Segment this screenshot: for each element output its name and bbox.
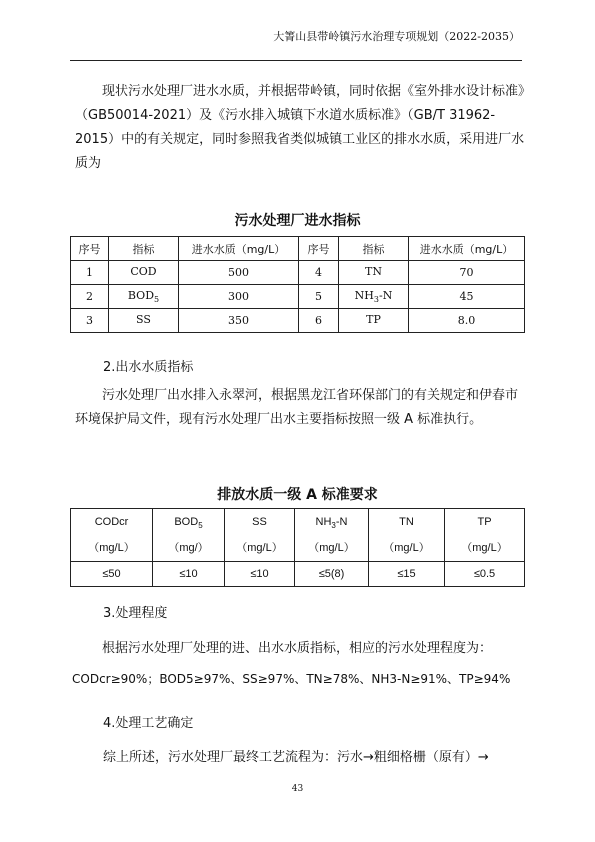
- header-cell: 进水水质（mg/L）: [179, 237, 299, 261]
- outflow-table-header-row: [71, 509, 525, 562]
- header-divider: [70, 60, 522, 61]
- indicator-cell: TP: [339, 309, 409, 333]
- header-cell: TP （mg/L）: [445, 509, 525, 562]
- value-cell: 70: [409, 261, 525, 285]
- limit-value: ≤15: [369, 562, 445, 587]
- section-3-line-2: CODcr≥90%；BOD5≥97%、SS≥97%、TN≥78%、NH3-N≥91%、TP≥94%: [72, 672, 511, 686]
- header-cell: 序号: [299, 237, 339, 261]
- inflow-table: [70, 236, 525, 333]
- running-header: 大箐山县带岭镇污水治理专项规划（2022-2035）: [273, 30, 520, 43]
- row-number: 6: [299, 309, 339, 333]
- header-cell: 指标: [339, 237, 409, 261]
- section-3-line-1: 根据污水处理厂处理的进、出水水质指标，相应的污水处理程度为：: [102, 641, 493, 656]
- value-cell: 350: [179, 309, 299, 333]
- outflow-table-caption: 排放水质一级 A 标准要求: [217, 487, 378, 503]
- section-2-paragraph: 污水处理厂出水排入永翠河，根据黑龙江省环保部门的有关规定和伊春市环境保护局文件，现有污水处理厂出水主要指标按照一级 A 标准执行。: [75, 388, 519, 427]
- inflow-table-caption: 污水处理厂进水指标: [234, 213, 361, 229]
- table-row: [71, 562, 525, 587]
- header-cell: SS （mg/L）: [225, 509, 295, 562]
- section-4-heading: 4.处理工艺确定: [103, 716, 194, 731]
- indicator-cell: $NH_3-N$: [339, 285, 409, 309]
- table-row: [71, 285, 525, 309]
- section-4-line-1: 综上所述，污水处理厂最终工艺流程为：污水→粗细格栅（原有）→: [103, 750, 489, 765]
- value-cell: 500: [179, 261, 299, 285]
- indicator-cell: COD: [109, 261, 179, 285]
- value-cell: 45: [409, 285, 525, 309]
- header-cell: $BOD_5$ （mg/）: [153, 509, 225, 562]
- header-cell: 进水水质（mg/L）: [409, 237, 525, 261]
- table-row: [71, 261, 525, 285]
- header-cell: CODcr （mg/L）: [71, 509, 153, 562]
- inflow-table-header-row: [71, 237, 525, 261]
- header-cell: TN （mg/L）: [369, 509, 445, 562]
- section-3-heading: 3.处理程度: [103, 606, 168, 621]
- table-row: [71, 309, 525, 333]
- intro-paragraph: 现状污水处理厂进水水质，并根据带岭镇，同时依据《室外排水设计标准》（GB50014-2021）及《污水排入城镇下水道水质标准》（GB/T 31962-2015）中的有关规定，同时参照我省类似城镇工业区的排水水质，采用进厂水质为: [75, 84, 525, 171]
- indicator-cell: TN: [339, 261, 409, 285]
- indicator-cell: SS: [109, 309, 179, 333]
- limit-value: ≤50: [71, 562, 153, 587]
- limit-value: ≤5(8): [295, 562, 369, 587]
- row-number: 4: [299, 261, 339, 285]
- row-number: 5: [299, 285, 339, 309]
- header-cell: 序号: [71, 237, 109, 261]
- header-cell: 指标: [109, 237, 179, 261]
- row-number: 1: [71, 261, 109, 285]
- row-number: 3: [71, 309, 109, 333]
- header-cell: $NH_3-N$ （mg/L）: [295, 509, 369, 562]
- outflow-table: [70, 508, 525, 587]
- limit-value: ≤0.5: [445, 562, 525, 587]
- section-2-heading: 2.出水水质指标: [103, 360, 194, 375]
- page-number: 43: [291, 784, 304, 794]
- indicator-cell: $BOD_5$: [109, 285, 179, 309]
- row-number: 2: [71, 285, 109, 309]
- value-cell: 300: [179, 285, 299, 309]
- limit-value: ≤10: [153, 562, 225, 587]
- value-cell: 8.0: [409, 309, 525, 333]
- limit-value: ≤10: [225, 562, 295, 587]
